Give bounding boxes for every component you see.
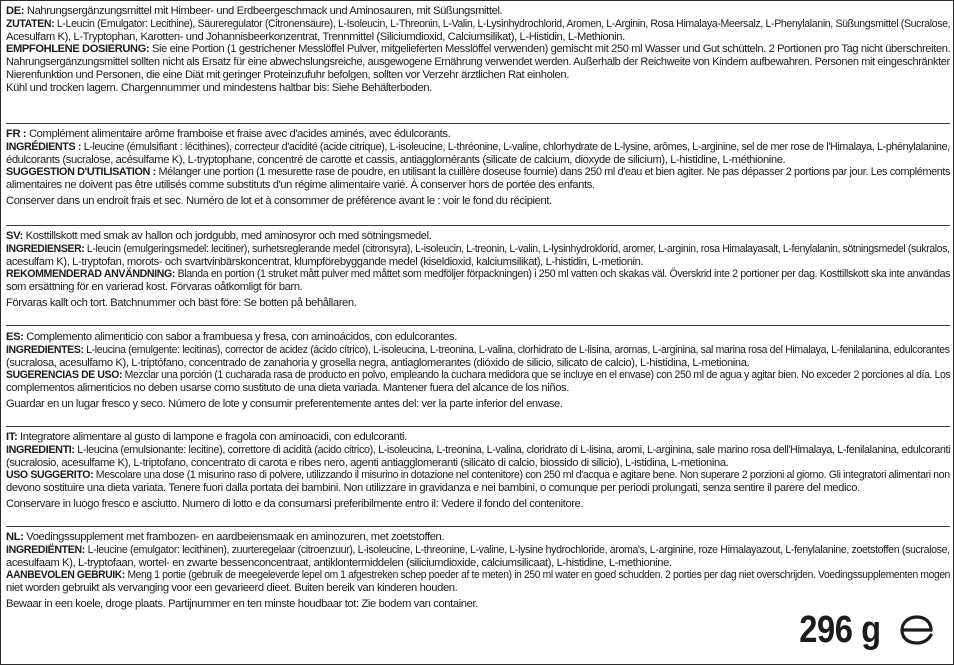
line-text: Complemento alimenticio con sabor a frambuesa y fresa, con aminoácidos, con edulcorantes. xyxy=(23,331,457,343)
line-text: (sucralosio, acesulfame K), L-triptofano, concentrato di carota e ribes nero, agenti antiagglomeranti (silicato di calcio, biossido di silicio), L-istidina, L-metionina. xyxy=(6,456,729,469)
line-text: Nahrungsergänzungsmittel sollten nicht als Ersatz für eine abwechslungsreiche, ausgewogene Ernährung verwendet werden. Außerhalb der Reichweite von Kindern aufbewahren. Personen mit eingeschränkter xyxy=(6,56,950,69)
line-text: Meng 1 portie (gebruik de meegeleverde lepel om 1 afgestreken schep poeder af te meten) in 250 ml water en goed schudden. 2 porties per dag niet overschrijden. Voedingssupplementen mogen xyxy=(124,569,951,582)
label-line xyxy=(6,242,950,256)
line-text: (sucralosa, acesulfamo K), L-triptófano, concentrado de zanahoria y grosella negra, antiaglomerantes (dióxido de silicio, silicato de calcio), L-histidina, L-metionina. xyxy=(6,356,750,369)
section-it xyxy=(6,431,950,511)
line-text: Mescolare una dose (1 misurino raso di polvere, utilizzando il misurino in dotazione nel contenitore) con 250 ml d'acqua e agitare bene. Non superare 2 porzioni al giorno. Gli integratori alimentari non xyxy=(93,469,950,482)
net-weight: 296 g xyxy=(799,609,881,651)
line-heading: INGREDIËNTEN: xyxy=(6,543,85,556)
line-text: Kosttillskott med smak av hallon och jordgubb, med aminosyror och med sötningsmedel. xyxy=(22,230,432,242)
label-line xyxy=(6,357,950,370)
line-text: devono sostituire una dieta variata. Tenere fuori dalla portata dei bambini. Non utilizzare in gravidanza e nei bambini, o comunque per periodi prolungati, senza sentire il parere del medico. xyxy=(6,482,860,495)
label-line xyxy=(6,569,951,582)
line-heading: IT: xyxy=(6,431,18,443)
line-heading: SUGERENCIAS DE USO: xyxy=(6,369,123,382)
line-text: L-leucine (émulsifiant : lécithines), correcteur d'acidité (acide citrique), L-isoleucine, L-thréonine, L-valine, chlorhydrate de L-lysine, arômes, L-arginine, sel de mer rose de l'Himalaya, L-phénylalanine, xyxy=(81,140,950,153)
line-text: Conserver dans un endroit frais et sec. Numéro de lot et à consommer de préférence avant le : voir le fond du récipient. xyxy=(6,194,552,207)
line-heading: FR : xyxy=(6,128,27,140)
line-text: Blanda en portion (1 struket mått pulver med måttet som medföljer förpackningen) i 250 ml vatten och skakas väl. Överskrid inte 2 portioner per dag. Kosttillskott ska inte användas xyxy=(175,268,951,281)
label-line xyxy=(6,69,950,82)
line-text: Kühl und trocken lagern. Chargennummer und mindestens haltbar bis: Siehe Behälterboden. xyxy=(6,81,432,94)
line-text: L-Leucin (Emulgator: Lecithine), Säureregulator (Citronensäure), L-Isoleucin, L-Threonin, L-Valin, L-Lysinhydrochlorid, Aromen, L-Arginin, Rosa Himalaya-Meersalz, L-Phenylalanin, Süßungsmittel (Sucralose, xyxy=(54,17,951,30)
line-text: Mezclar una porción (1 cucharada rasa de producto en polvo, empleando la cuchara medidora que se incluye en el envase) con 250 ml de agua y agitar bien. No exceder 2 porciones al día. Los xyxy=(122,369,951,382)
line-text: Bewaar in een koele, droge plaats. Partijnummer en ten minste houdbaar tot: Zie bodem van container. xyxy=(6,597,478,610)
section-divider xyxy=(6,526,950,527)
section-fr xyxy=(6,128,950,208)
line-heading: INGREDIENTI: xyxy=(6,443,75,456)
label-line xyxy=(6,5,950,18)
line-heading: SUGGESTION D'UTILISATION : xyxy=(6,166,156,179)
label-line xyxy=(6,297,950,310)
label-line xyxy=(6,56,950,69)
label-line xyxy=(6,331,950,344)
line-text: Voedingssupplement met frambozen- en aardbeiensmaak en aminozuren, met zoetstoffen. xyxy=(23,531,445,543)
label-line xyxy=(6,31,950,44)
label-line xyxy=(6,457,950,470)
line-heading: USO SUGGERITO: xyxy=(6,469,94,482)
line-heading: EMPFOHLENE DOSIERUNG: xyxy=(6,43,150,56)
line-heading: DE: xyxy=(6,5,25,17)
line-heading: AANBEVOLEN GEBRUIK: xyxy=(6,569,125,582)
label-line xyxy=(6,230,950,243)
label-line xyxy=(6,431,950,444)
label-line xyxy=(6,166,951,179)
line-text: Sie eine Portion (1 gestrichener Messlöffel Pulver, mitgelieferten Messlöffel verwenden) gemischt mit 250 ml Wasser und Gut schütteln. 2 Portionen pro Tag nicht überschreiten. xyxy=(149,43,951,56)
line-heading: INGRÉDIENTS : xyxy=(6,140,82,153)
label-line xyxy=(6,154,950,167)
section-divider xyxy=(6,325,950,326)
line-text: niet worden gebruikt als vervanging voor een gevarieerd dieet. Buiten bereik van kinderen houden. xyxy=(6,582,458,595)
label-line xyxy=(6,582,950,595)
label-line xyxy=(6,82,950,95)
label-line xyxy=(6,43,951,56)
line-text: L-leucin (emulgeringsmedel: lecitiner), surhetsreglerande medel (citronsyra), L-isoleucin, L-treonin, L-valin, L-lysinhydroklorid, aromer, L-arginin, rosa Himalayasalt, L-fenylalanin, sötningsmedel (sukralos, xyxy=(84,242,950,255)
line-text: Conservare in luogo fresco e asciutto. Numero di lotto e da consumarsi preferibilmente entro il: Vedere il fondo del contenitore. xyxy=(6,497,584,510)
label-line xyxy=(6,179,950,192)
line-heading: REKOMMENDERAD ANVÄNDNING: xyxy=(6,268,176,281)
label-line xyxy=(6,256,950,269)
line-text: alimentaires ne doivent pas être utilisés comme substituts d'un régime alimentaire varié. À conserver hors de portée des enfants. xyxy=(6,179,595,192)
section-divider xyxy=(6,426,950,427)
line-text: Mélanger une portion (1 mesurette rase de poudre, en utilisant la cuillère doseuse fournie) dans 250 ml d'eau et bien agiter. Ne pas dépasser 2 portions par jour. Les compléments xyxy=(155,166,951,179)
section-divider xyxy=(6,225,950,226)
label-line xyxy=(6,128,950,141)
line-text: édulcorants (sucralose, acésulfame K), L-tryptophane, concentré de carotte et cassis, antiagglomérants (silicate de calcium, dioxyde de silicium), L-histidine, L-méthionine. xyxy=(6,153,786,166)
line-text: Acesulfam K), L-Tryptophan, Karotten- und Johannisbeerkonzentrat, Trennmittel (Siliciumdioxid, Calciumsilikat), L-Histidin, L-Methionin. xyxy=(6,30,625,43)
line-heading: NL: xyxy=(6,531,24,543)
line-text: acesulfam K), L-tryptofan, morots- och svartvinbärskoncentrat, klumpförebyggande medel (kiseldioxid, kalciumsilikat), L-histidin, L-metionin. xyxy=(6,255,644,268)
section-divider xyxy=(6,123,950,124)
label-line xyxy=(6,398,950,411)
line-text: Guardar en un lugar fresco y seco. Número de lote y consumir preferentemente antes del: ver la parte inferior del envase. xyxy=(6,397,563,410)
line-text: L-leucina (emulgente: lecitinas), corrector de acidez (ácido cítrico), L-isoleucina, L-treonina, L-valina, clorhidrato de L-lisina, aromas, L-arginina, sal marina rosa del Himalaya, L-fenilalanina, edulcorantes xyxy=(83,343,950,356)
label-line xyxy=(6,443,951,457)
line-heading: ZUTATEN: xyxy=(6,17,55,30)
label-line xyxy=(6,140,950,154)
estimated-sign-icon xyxy=(897,613,937,647)
line-heading: SV: xyxy=(6,230,23,242)
line-text: Förvaras kallt och tort. Batchnummer och bäst före: Se botten på behållaren. xyxy=(6,296,357,309)
label-line xyxy=(6,543,950,557)
section-de xyxy=(6,5,950,95)
label-line xyxy=(6,382,950,395)
section-es xyxy=(6,331,950,411)
label-line xyxy=(6,469,950,482)
line-text: Complément alimentaire arôme framboise et fraise avec d'acides aminés, avec édulcorants. xyxy=(26,128,451,140)
label-line xyxy=(6,557,950,570)
line-text: complementos alimenticios no deben usarse como sustituto de una dieta variada. Mantener fuera del alcance de los niños. xyxy=(6,382,569,395)
label-line xyxy=(6,498,950,511)
section-nl xyxy=(6,531,950,611)
line-text: som ersättning för en varierad kost. Förvaras oåtkomligt för barn. xyxy=(6,281,303,294)
label-line xyxy=(6,369,951,382)
line-text: acesulfaam K), L-tryptofaan, wortel- en zwarte bessenconcentraat, antiklontermiddelen (siliciumdioxide, calciumsilicaat), L-histidine, L-methionine. xyxy=(6,556,672,569)
label-line xyxy=(6,343,950,357)
label-line xyxy=(6,17,951,31)
label-line xyxy=(6,195,950,208)
label-line xyxy=(6,281,950,294)
line-heading: ES: xyxy=(6,331,24,343)
label-line xyxy=(6,268,951,281)
line-text: Integratore alimentare al gusto di lampone e fragola con aminoacidi, con edulcoranti. xyxy=(17,431,407,443)
line-text: L-leucine (emulgator: lecithinen), zuurteregelaar (citroenzuur), L-isoleucine, L-threonine, L-valine, L-lysine hydrochloride, aroma's, L-arginine, roze Himalayazout, L-fenylalanine, zoetstoffen (sucralose, xyxy=(84,543,950,556)
line-heading: INGREDIENSER: xyxy=(6,242,85,255)
line-text: Nierenfunktion und Personen, die eine Diät mit geringer Proteinzufuhr befolgen, sollten vor Verzehr ärztlichen Rat einholen. xyxy=(6,68,569,81)
line-heading: INGREDIENTES: xyxy=(6,343,84,356)
section-sv xyxy=(6,230,950,310)
line-text: L-leucina (emulsionante: lecitine), correttore di acidità (acido citrico), L-isoleucina, L-treonina, L-valina, cloridrato di L-lisina, aromi, L-arginina, sale marino rosa dell'Himalaya, L-fenilalanina, edulcoranti xyxy=(74,443,951,456)
label-line xyxy=(6,482,950,495)
label-line xyxy=(6,531,950,544)
line-text: Nahrungsergänzungsmittel mit Himbeer- und Erdbeergeschmack und Aminosauren, mit Süßungsmittel. xyxy=(24,5,503,17)
